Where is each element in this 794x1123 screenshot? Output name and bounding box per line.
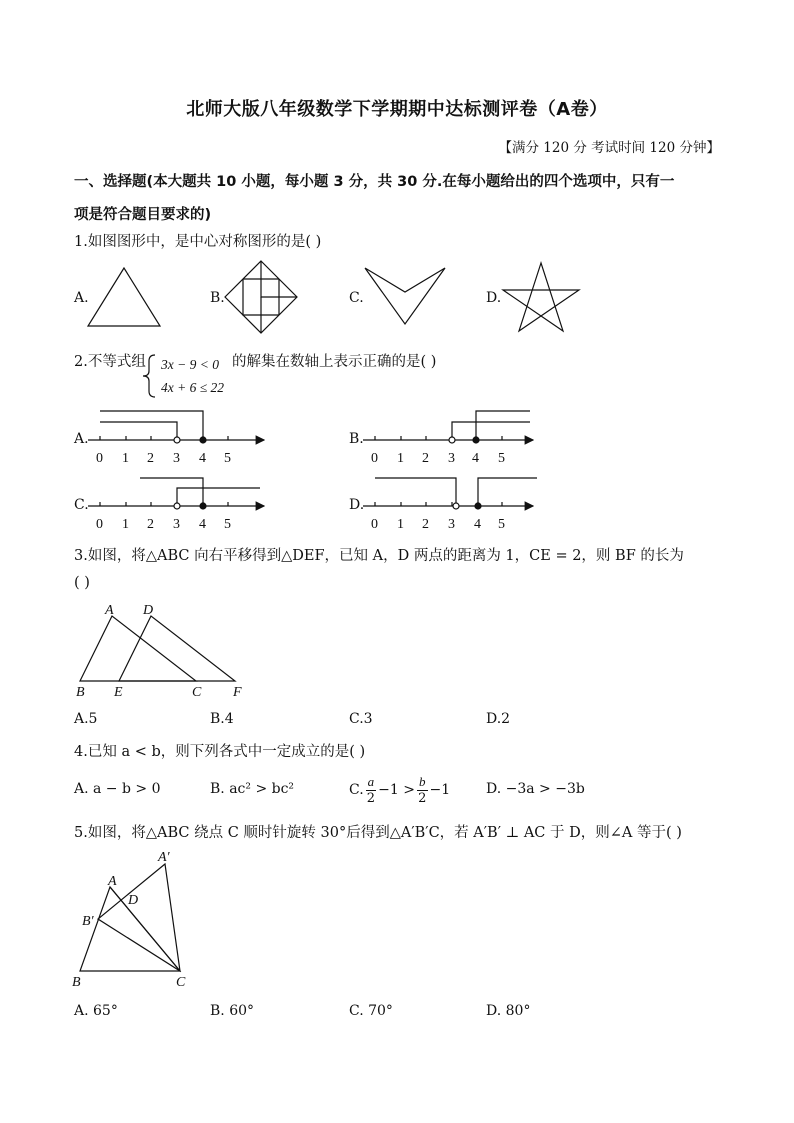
tick-label: 4	[199, 451, 206, 466]
fraction-numerator: a	[367, 774, 375, 789]
point-label-b: B	[72, 975, 81, 990]
point-label-b: B	[76, 685, 85, 700]
q4-option-a: A. a − b > 0	[74, 781, 161, 797]
tick-label: 5	[224, 517, 231, 532]
q5-stem: 5.如图，将△ABC 绕点 C 顺时针旋转 30°后得到△A′B′C，若 A′B′ ⊥ AC 于 D，则∠A 等于( )	[74, 825, 682, 841]
tick-label: 0	[96, 517, 103, 532]
tick-label: 3	[448, 451, 455, 466]
point-label-c: C	[192, 685, 202, 700]
tick-label: 2	[147, 517, 154, 532]
point-label-b-prime: B′	[82, 914, 94, 929]
triangle-abc	[80, 616, 196, 681]
q2-stem-prefix: 2.不等式组	[74, 354, 146, 370]
tick-label: 4	[474, 517, 481, 532]
tick-label: 2	[422, 451, 429, 466]
tick-label: 1	[122, 451, 129, 466]
tick-label: 5	[498, 451, 505, 466]
section-heading-line1: 一、选择题(本大题共 10 小题，每小题 3 分，共 30 分.在每小题给出的四个选项中，只有一	[74, 174, 675, 190]
tick-label: 3	[173, 451, 180, 466]
q2-option-d-label: D.	[349, 497, 365, 513]
q1-option-c-label: C.	[349, 290, 364, 306]
point-label-e: E	[114, 685, 123, 700]
q2-stem-suffix: 的解集在数轴上表示正确的是( )	[232, 354, 437, 370]
q3-option-a: A.5	[74, 711, 98, 727]
tick-label: 5	[498, 517, 505, 532]
q4-option-b: B. ac² > bc²	[210, 781, 295, 797]
star-figure	[503, 263, 579, 331]
point-label-a: A	[105, 603, 114, 618]
q5-rotation-figure	[0, 840, 794, 995]
triangle-def	[119, 616, 235, 681]
tick-label: 3	[173, 517, 180, 532]
point-label-a-prime: A′	[158, 850, 170, 865]
q2-number-lines	[0, 400, 794, 535]
pinwheel-square-figure	[225, 261, 297, 333]
q4-option-c-end: −1	[429, 782, 451, 798]
q3-option-c: C.3	[349, 711, 373, 727]
q3-stem-line2: ( )	[74, 575, 90, 591]
q1-figures	[0, 0, 794, 340]
q1-stem: 1.如图图形中，是中心对称图形的是( )	[74, 234, 322, 250]
point-label-d: D	[143, 603, 154, 618]
tick-label: 4	[472, 451, 479, 466]
point-label-d: D	[128, 893, 139, 908]
q3-translation-figure	[0, 595, 794, 705]
tick-label: 1	[122, 517, 129, 532]
q4-option-c-prefix: C.	[349, 782, 364, 798]
number-line-c	[88, 478, 264, 509]
fraction-b-over-2	[417, 774, 428, 806]
tick-label: 0	[96, 451, 103, 466]
q4-option-c	[349, 769, 450, 811]
v-shape-figure	[365, 268, 445, 324]
q4-option-d: D. −3a > −3b	[486, 781, 585, 797]
tick-label: 5	[224, 451, 231, 466]
section-heading-line2: 项是符合题目要求的)	[74, 207, 212, 223]
system-line-2: 4x + 6 ≤ 22	[161, 380, 225, 395]
system-line-1: 3x − 9 < 0	[161, 357, 219, 372]
exam-info: 【满分 120 分 考试时间 120 分钟】	[498, 140, 720, 156]
tick-label: 3	[448, 517, 455, 532]
fraction-numerator: b	[419, 774, 426, 789]
tick-label: 1	[397, 517, 404, 532]
q2-option-c-label: C.	[74, 497, 89, 513]
number-line-a	[88, 411, 264, 443]
number-line-b	[363, 411, 533, 443]
tick-label: 2	[422, 517, 429, 532]
left-brace	[140, 353, 160, 399]
tick-label: 0	[371, 451, 378, 466]
q4-stem: 4.已知 a < b，则下列各式中一定成立的是( )	[74, 744, 366, 760]
q3-option-b: B.4	[210, 711, 234, 727]
tick-label: 4	[199, 517, 206, 532]
fraction-a-over-2	[366, 774, 377, 806]
q4-option-c-mid: −1 >	[378, 782, 415, 798]
tick-label: 0	[371, 517, 378, 532]
q3-option-d: D.2	[486, 711, 511, 727]
point-label-c: C	[176, 975, 186, 990]
point-label-a: A	[108, 874, 117, 889]
q3-stem-line1: 3.如图，将△ABC 向右平移得到△DEF，已知 A，D 两点的距离为 1，CE = 2，则 BF 的长为	[74, 548, 684, 564]
number-line-d	[363, 478, 537, 509]
q1-option-b-label: B.	[210, 290, 225, 306]
q2-option-a-label: A.	[74, 431, 89, 447]
q5-option-c: C. 70°	[349, 1003, 393, 1019]
q1-option-d-label: D.	[486, 290, 502, 306]
q5-option-d: D. 80°	[486, 1003, 531, 1019]
q2-option-b-label: B.	[349, 431, 364, 447]
tick-label: 1	[397, 451, 404, 466]
tick-label: 2	[147, 451, 154, 466]
fraction-denominator: 2	[418, 791, 427, 806]
q1-option-a-label: A.	[74, 290, 89, 306]
page-title: 北师大版八年级数学下学期期中达标测评卷（A卷）	[186, 99, 608, 120]
q5-option-b: B. 60°	[210, 1003, 255, 1019]
triangle-figure	[88, 268, 160, 326]
point-label-f: F	[233, 685, 242, 700]
q5-option-a: A. 65°	[74, 1003, 118, 1019]
fraction-denominator: 2	[366, 791, 376, 806]
